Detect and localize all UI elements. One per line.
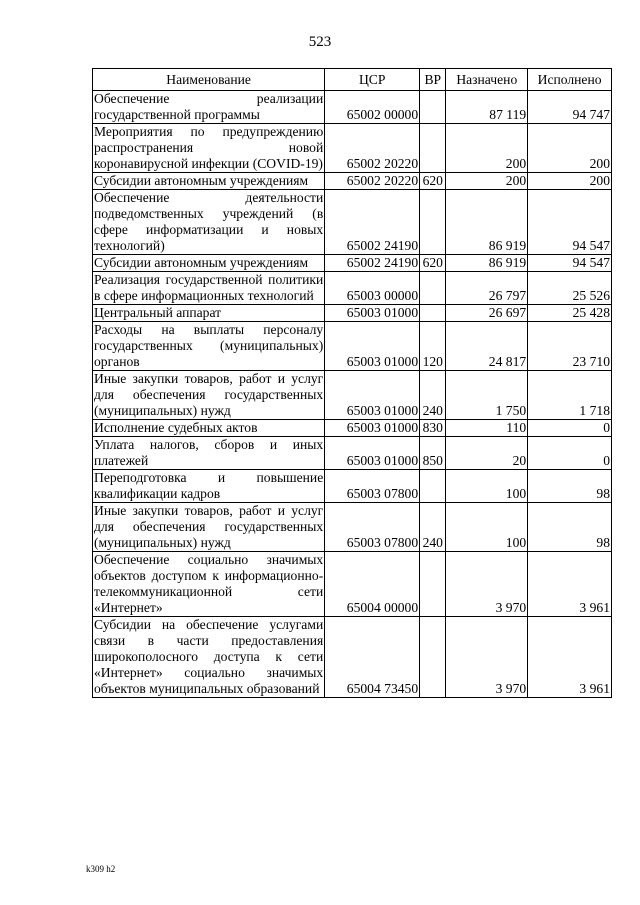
cell-vr: 830	[420, 420, 446, 437]
cell-csr: 65003 01000	[325, 371, 420, 420]
cell-executed: 98	[528, 503, 612, 552]
cell-executed: 25 526	[528, 272, 612, 305]
table-row	[93, 305, 612, 322]
cell-vr	[420, 617, 446, 698]
cell-name: Обеспечение деятельности подведомственных учреждений (в сфере информатизации и новых технологий)	[94, 190, 324, 253]
cell-vr	[420, 91, 446, 124]
cell-name: Субсидии автономным учреждениям	[93, 173, 325, 190]
cell-vr	[420, 470, 446, 503]
cell-name: Обеспечение реализации государственной программы	[94, 91, 324, 122]
cell-executed: 200	[528, 173, 612, 190]
cell-planned: 200	[446, 173, 528, 190]
cell-executed: 94 547	[528, 190, 612, 255]
table-row	[93, 470, 612, 503]
cell-vr: 120	[420, 322, 446, 371]
cell-executed: 25 428	[528, 305, 612, 322]
cell-csr: 65004 00000	[325, 552, 420, 617]
cell-name: Субсидии на обеспечение услугами связи в части предоставления широкополосного доступа к сети «Интернет» социально значимых объектов муниципальных образований	[94, 617, 324, 696]
table-row	[93, 190, 612, 255]
cell-planned: 200	[446, 124, 528, 173]
table-row	[93, 322, 612, 371]
cell-name: Переподготовка и повышение квалификации кадров	[94, 470, 324, 501]
cell-executed: 1 718	[528, 371, 612, 420]
cell-planned: 86 919	[446, 255, 528, 272]
table-row	[93, 124, 612, 173]
cell-vr: 240	[420, 371, 446, 420]
cell-executed: 3 961	[528, 617, 612, 698]
table-row	[93, 617, 612, 698]
table-row	[93, 272, 612, 305]
header-vr: ВР	[420, 69, 446, 91]
cell-csr: 65002 20220	[325, 124, 420, 173]
cell-planned: 3 970	[446, 617, 528, 698]
cell-csr: 65003 01000	[325, 305, 420, 322]
cell-csr: 65003 01000	[325, 322, 420, 371]
cell-name: Исполнение судебных актов	[93, 420, 325, 437]
cell-csr: 65003 07800	[325, 470, 420, 503]
cell-vr	[420, 190, 446, 255]
cell-name: Иные закупки товаров, работ и услуг для обеспечения государственных (муниципальных) нужд	[94, 371, 324, 418]
cell-planned: 26 797	[446, 272, 528, 305]
cell-planned: 100	[446, 470, 528, 503]
cell-vr	[420, 552, 446, 617]
cell-planned: 26 697	[446, 305, 528, 322]
cell-vr	[420, 124, 446, 173]
cell-name: Иные закупки товаров, работ и услуг для обеспечения государственных (муниципальных) нужд	[94, 503, 324, 550]
cell-csr: 65002 00000	[325, 91, 420, 124]
table-body	[93, 91, 612, 698]
cell-planned: 110	[446, 420, 528, 437]
cell-planned: 100	[446, 503, 528, 552]
table-row	[93, 503, 612, 552]
cell-vr: 620	[420, 255, 446, 272]
table-row	[93, 91, 612, 124]
page-number: 523	[308, 34, 332, 50]
table-row	[93, 420, 612, 437]
cell-csr: 65003 00000	[325, 272, 420, 305]
cell-executed: 0	[528, 420, 612, 437]
table-row	[93, 552, 612, 617]
table-row	[93, 255, 612, 272]
cell-executed: 94 547	[528, 255, 612, 272]
cell-name: Центральный аппарат	[93, 305, 325, 322]
footer-code: k309 h2	[86, 864, 116, 874]
cell-name: Расходы на выплаты персоналу государственных (муниципальных) органов	[94, 322, 324, 369]
cell-planned: 3 970	[446, 552, 528, 617]
cell-name: Уплата налогов, сборов и иных платежей	[94, 437, 324, 468]
table-row	[93, 173, 612, 190]
cell-csr: 65002 24190	[325, 190, 420, 255]
cell-csr: 65003 01000	[325, 420, 420, 437]
cell-planned: 87 119	[446, 91, 528, 124]
cell-executed: 98	[528, 470, 612, 503]
cell-executed: 94 747	[528, 91, 612, 124]
cell-name: Обеспечение социально значимых объектов доступом к информационно-телекоммуникационной сети «Интернет»	[94, 552, 324, 615]
cell-name: Реализация государственной политики в сфере информационных технологий	[94, 272, 324, 303]
cell-csr: 65003 07800	[325, 503, 420, 552]
cell-planned: 24 817	[446, 322, 528, 371]
budget-table	[92, 68, 612, 698]
cell-csr: 65002 24190	[325, 255, 420, 272]
header-csr: ЦСР	[325, 69, 420, 91]
cell-csr: 65002 20220	[325, 173, 420, 190]
cell-csr: 65003 01000	[325, 437, 420, 470]
cell-planned: 20	[446, 437, 528, 470]
cell-name: Мероприятия по предупреждению распространения новой коронавирусной инфекции (COVID-19)	[94, 124, 324, 171]
cell-executed: 3 961	[528, 552, 612, 617]
header-executed: Исполнено	[528, 69, 612, 91]
header-name: Наименование	[93, 69, 325, 91]
cell-csr: 65004 73450	[325, 617, 420, 698]
header-planned: Назначено	[446, 69, 528, 91]
cell-vr	[420, 272, 446, 305]
cell-planned: 86 919	[446, 190, 528, 255]
cell-vr: 240	[420, 503, 446, 552]
cell-executed: 0	[528, 437, 612, 470]
cell-planned: 1 750	[446, 371, 528, 420]
table-header-row	[93, 69, 612, 91]
cell-executed: 23 710	[528, 322, 612, 371]
cell-executed: 200	[528, 124, 612, 173]
cell-vr: 850	[420, 437, 446, 470]
cell-vr	[420, 305, 446, 322]
table-row	[93, 437, 612, 470]
cell-name: Субсидии автономным учреждениям	[93, 255, 325, 272]
table-row	[93, 371, 612, 420]
cell-vr: 620	[420, 173, 446, 190]
